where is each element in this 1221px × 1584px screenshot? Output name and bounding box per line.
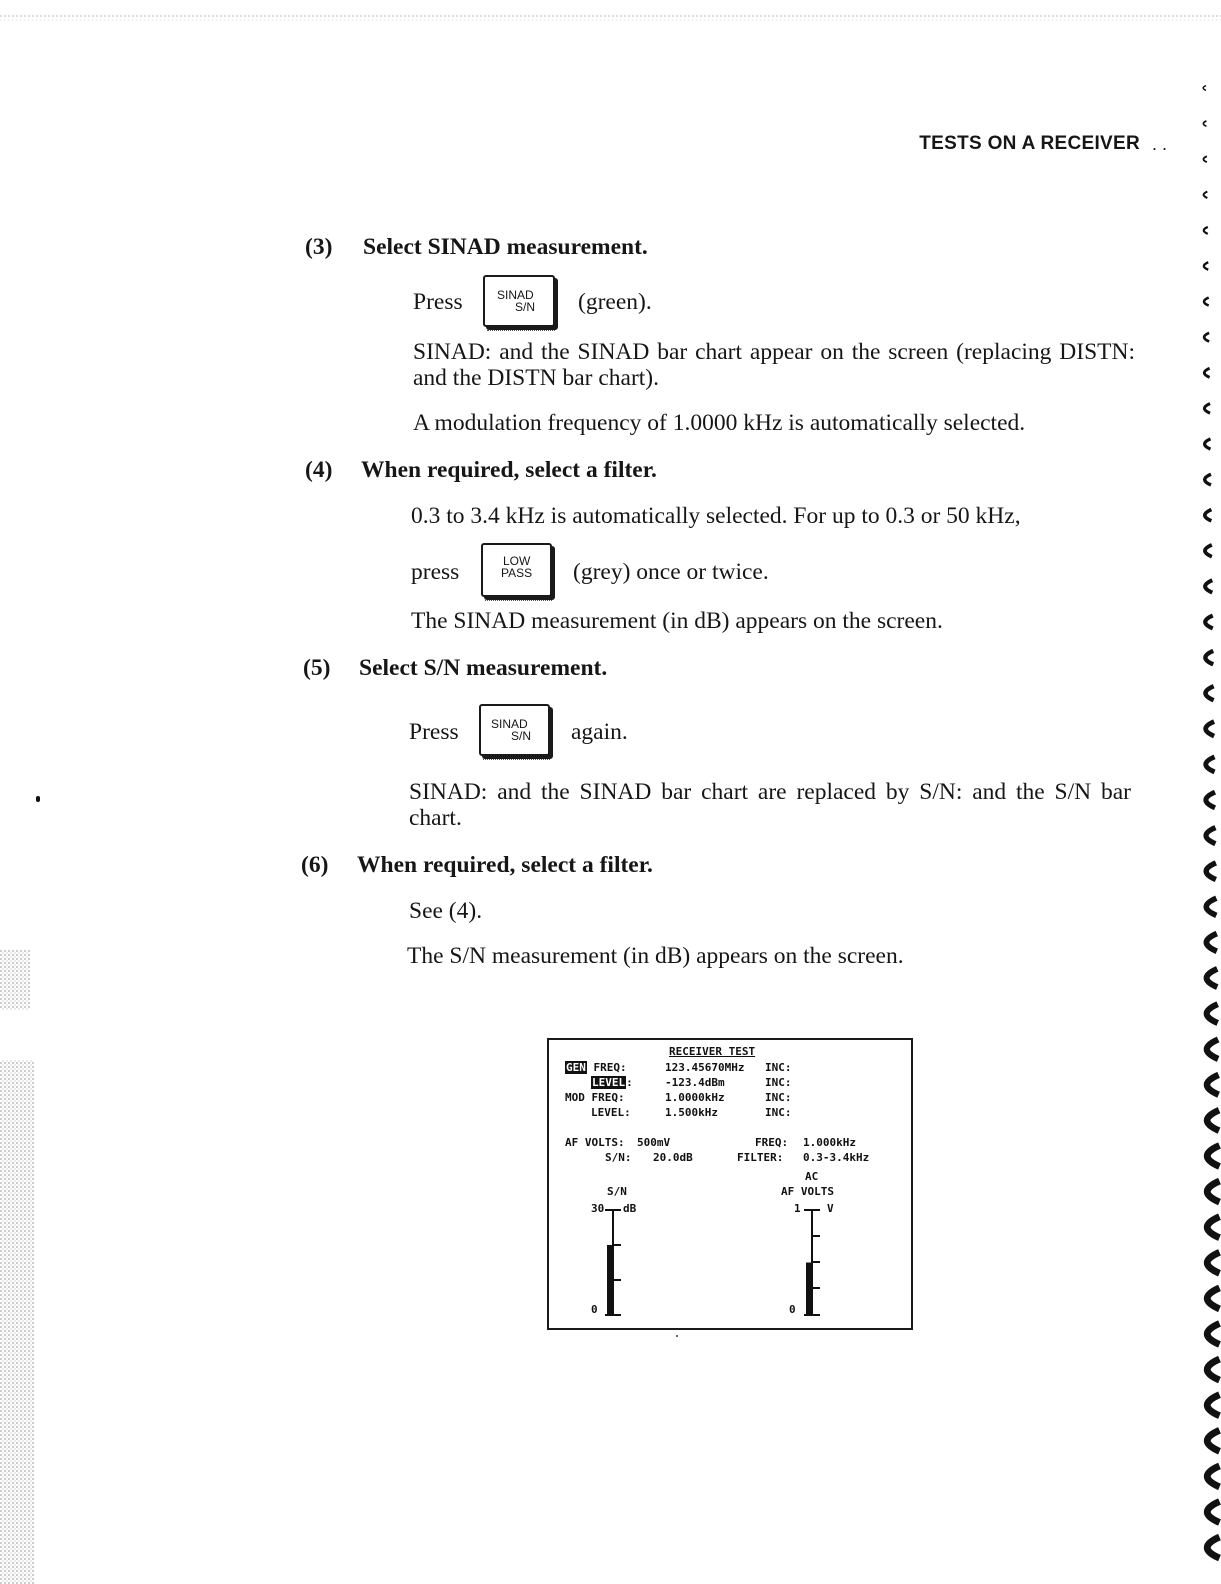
paragraph: 0.3 to 3.4 kHz is automatically selected. For up to 0.3 or 50 kHz, (411, 503, 1021, 529)
screen-value: -123.4dBm (665, 1076, 725, 1089)
screen-value: 1.0000kHz (665, 1091, 725, 1104)
screen-tag: GEN (566, 1061, 586, 1074)
chart2-min-label: 0 (789, 1303, 796, 1316)
chart2-title-line2: AF VOLTS (781, 1185, 834, 1198)
chart1-title: S/N (607, 1185, 627, 1198)
key-top-label: LOW (503, 554, 531, 568)
binding-ring (1205, 439, 1211, 449)
key-note: (grey) once or twice. (573, 559, 769, 585)
binding-ring (1207, 1430, 1219, 1451)
binding-ring (1204, 262, 1208, 270)
binding-ring (1206, 722, 1214, 737)
receiver-test-screen (547, 1038, 913, 1330)
step-number: (4) (305, 457, 333, 483)
binding-ring (1204, 192, 1208, 198)
binding-ring (1207, 969, 1218, 987)
binding-ring (1207, 1502, 1219, 1523)
scan-top-edge (0, 12, 1221, 24)
step-title: Select S/N measurement. (359, 655, 608, 681)
bar-charts (549, 1040, 911, 1328)
step-title: When required, select a filter. (361, 457, 657, 483)
key-bottom-label: S/N (511, 729, 532, 743)
binding-ring (1205, 651, 1213, 664)
binding-ring (1205, 580, 1212, 592)
binding-ring (1207, 1537, 1219, 1558)
binding-ring (1203, 86, 1206, 91)
press-label: press (411, 559, 460, 585)
screen-inc: INC: (765, 1061, 792, 1074)
binding-ring (1207, 1395, 1219, 1416)
binding-ring (1206, 757, 1215, 772)
binding-ring (1207, 1146, 1219, 1167)
scan-left-edge (0, 930, 40, 1584)
key-bottom-label: S/N (515, 300, 536, 314)
af-volts-bar-chart (804, 1210, 820, 1315)
screen-inc: INC: (765, 1076, 792, 1089)
freq-value: 1.000kHz (803, 1136, 856, 1149)
binding-ring (1205, 474, 1211, 485)
paragraph: A modulation frequency of 1.0000 kHz is automatically selected. (413, 410, 1026, 436)
screen-label: FREQ: (586, 1061, 627, 1074)
binding-ring (1207, 1466, 1219, 1487)
screen-title: RECEIVER TEST (669, 1045, 756, 1058)
key-top-label: SINAD (491, 717, 528, 731)
binding-ring (1204, 368, 1209, 377)
sn-label: S/N: (605, 1151, 632, 1164)
screen-value: 123.45670MHz (665, 1061, 745, 1074)
key-bottom-label: PASS (501, 566, 533, 580)
step-number: (3) (305, 234, 333, 260)
paragraph: The SINAD measurement (in dB) appears on the screen. (411, 608, 943, 634)
binding-rings (1178, 0, 1221, 1584)
binding-ring (1203, 121, 1206, 126)
step-number: (5) (303, 655, 331, 681)
binding-ring (1207, 1359, 1219, 1380)
binding-ring (1207, 1040, 1218, 1059)
header-leader-dots: . . (1152, 134, 1168, 154)
screen-value: 1.500kHz (665, 1106, 718, 1119)
key-top-label: SINAD (497, 288, 534, 302)
paragraph: SINAD: and the SINAD bar chart appear on the screen (replacing DISTN: and the DISTN bar chart). (413, 339, 1135, 391)
filter-label: FILTER: (737, 1151, 784, 1164)
key-note: (green). (578, 289, 652, 315)
chart1-min-label: 0 (591, 1303, 598, 1316)
press-label: Press (409, 719, 459, 745)
binding-ring (1207, 1324, 1219, 1345)
step-title: Select SINAD measurement. (363, 234, 648, 260)
screen-tag: LEVEL (592, 1076, 626, 1089)
screen-label: : (626, 1076, 633, 1089)
af-volts-label: AF VOLTS: (565, 1136, 625, 1149)
chart1-unit: dB (623, 1202, 637, 1215)
chart2-max-label: 1 (794, 1202, 801, 1215)
binding-ring (1207, 1110, 1219, 1130)
chart1-max-label: 30 (591, 1202, 605, 1215)
step-title: When required, select a filter. (357, 852, 653, 878)
scan-speck (676, 1335, 678, 1337)
binding-ring (1204, 333, 1209, 342)
binding-ring (1207, 1252, 1219, 1273)
paragraph: See (4). (409, 898, 483, 924)
af-volts-value: 500mV (637, 1136, 671, 1149)
sinad-sn-key[interactable] (483, 275, 555, 327)
binding-ring (1206, 828, 1215, 844)
af-volts-bar (806, 1263, 812, 1316)
binding-ring (1204, 298, 1209, 306)
chart2-unit: V (827, 1202, 834, 1215)
binding-ring (1204, 227, 1208, 234)
paragraph: The S/N measurement (in dB) appears on the screen. (407, 943, 904, 969)
screen-inc: INC: (765, 1091, 792, 1104)
screen-label: LEVEL: (591, 1106, 631, 1119)
low-pass-key[interactable] (481, 543, 552, 597)
sn-value: 20.0dB (653, 1151, 693, 1164)
binding-ring (1206, 898, 1216, 915)
chart2-title-line1: AC (805, 1170, 819, 1183)
binding-ring (1207, 1075, 1219, 1095)
sinad-sn-key[interactable] (479, 704, 550, 756)
binding-ring (1205, 510, 1212, 521)
sn-bar-chart (605, 1210, 621, 1315)
binding-ring (1207, 1004, 1218, 1023)
binding-ring (1205, 616, 1213, 629)
binding-ring (1206, 934, 1216, 952)
binding-ring (1206, 863, 1216, 880)
binding-ring (1205, 545, 1212, 557)
binding-ring (1207, 1181, 1219, 1202)
binding-ring (1206, 792, 1215, 808)
filter-value: 0.3-3.4kHz (803, 1151, 870, 1164)
paragraph: SINAD: and the SINAD bar chart are replaced by S/N: and the S/N bar chart. (409, 779, 1131, 831)
binding-ring (1204, 404, 1210, 414)
binding-ring (1207, 1217, 1219, 1238)
page-header-title: TESTS ON A RECEIVER (919, 133, 1140, 154)
screen-label: MOD FREQ: (565, 1091, 625, 1104)
freq-label: FREQ: (755, 1136, 789, 1149)
binding-ring (1207, 1288, 1219, 1309)
screen-inc: INC: (765, 1106, 792, 1119)
binding-ring (1203, 156, 1206, 162)
sn-bar (607, 1245, 613, 1315)
key-note: again. (571, 719, 628, 745)
scan-speck (36, 796, 40, 802)
press-label: Press (413, 289, 463, 315)
binding-ring (1205, 686, 1213, 700)
step-number: (6) (301, 852, 329, 878)
